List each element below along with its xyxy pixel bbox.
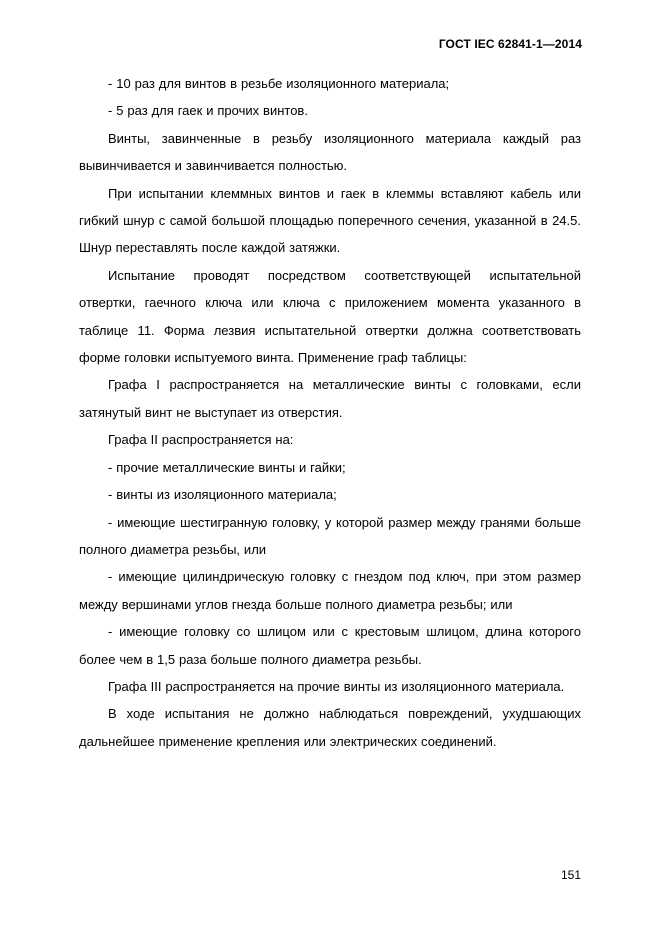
paragraph-nut-count: - 5 раз для гаек и прочих винтов. (108, 103, 308, 119)
list-item-socket-head: - имеющие цилиндрическую головку с гнездом под ключ, при этом размер между вершинами углов гнезда больше полного диаметра резьбы; или (79, 569, 581, 612)
paragraph-test-procedure: Испытание проводят посредством соответствующей испытательной отвертки, гаечного ключа или ключа с приложением момента указанного в таблице 11. Форма лезвия испытательной отвертки должна соответствовать форме головки испытуемого винта. Применение граф таблицы: (79, 267, 581, 366)
paragraph-column-1: Графа I распространяется на металлические винты с головками, если затянутый винт не выступает из отверстия. (79, 377, 581, 420)
paragraph-terminal-test: При испытании клеммных винтов и гаек в клеммы вставляют кабель или гибкий шнур с самой большой площадью поперечного сечения, указанной в 24.5. Шнур переставлять после каждой затяжки. (79, 185, 581, 256)
list-item-metal-screws: - прочие металлические винты и гайки; (108, 459, 346, 475)
list-item-insulating-screws: - винты из изоляционного материала; (108, 487, 337, 503)
page-number: 151 (560, 868, 581, 882)
paragraph-damage-requirement: В ходе испытания не должно наблюдаться повреждений, ухудшающих дальнейшее применение крепления или электрических соединений. (79, 706, 581, 749)
document-header: ГОСТ IEC 62841-1—2014 (438, 37, 582, 51)
paragraph-screw-count-insulating: - 10 раз для винтов в резьбе изоляционного материала; (108, 76, 450, 91)
list-item-hex-head: - имеющие шестигранную головку, у которой размер между гранями больше полного диаметра резьбы, или (79, 514, 581, 557)
paragraph-column-2: Графа II распространяется на: (108, 432, 294, 448)
paragraph-screw-unscrewing: Винты, завинченные в резьбу изоляционного материала каждый раз вывинчивается и завинчивается полностью. (79, 130, 581, 174)
paragraph-column-3: Графа III распространяется на прочие винты из изоляционного материала. (108, 678, 565, 694)
document-body (79, 70, 581, 755)
list-item-slotted-head: - имеющие головку со шлицом или с крестовым шлицом, длина которого более чем в 1,5 раза больше полного диаметра резьбы. (79, 624, 581, 667)
